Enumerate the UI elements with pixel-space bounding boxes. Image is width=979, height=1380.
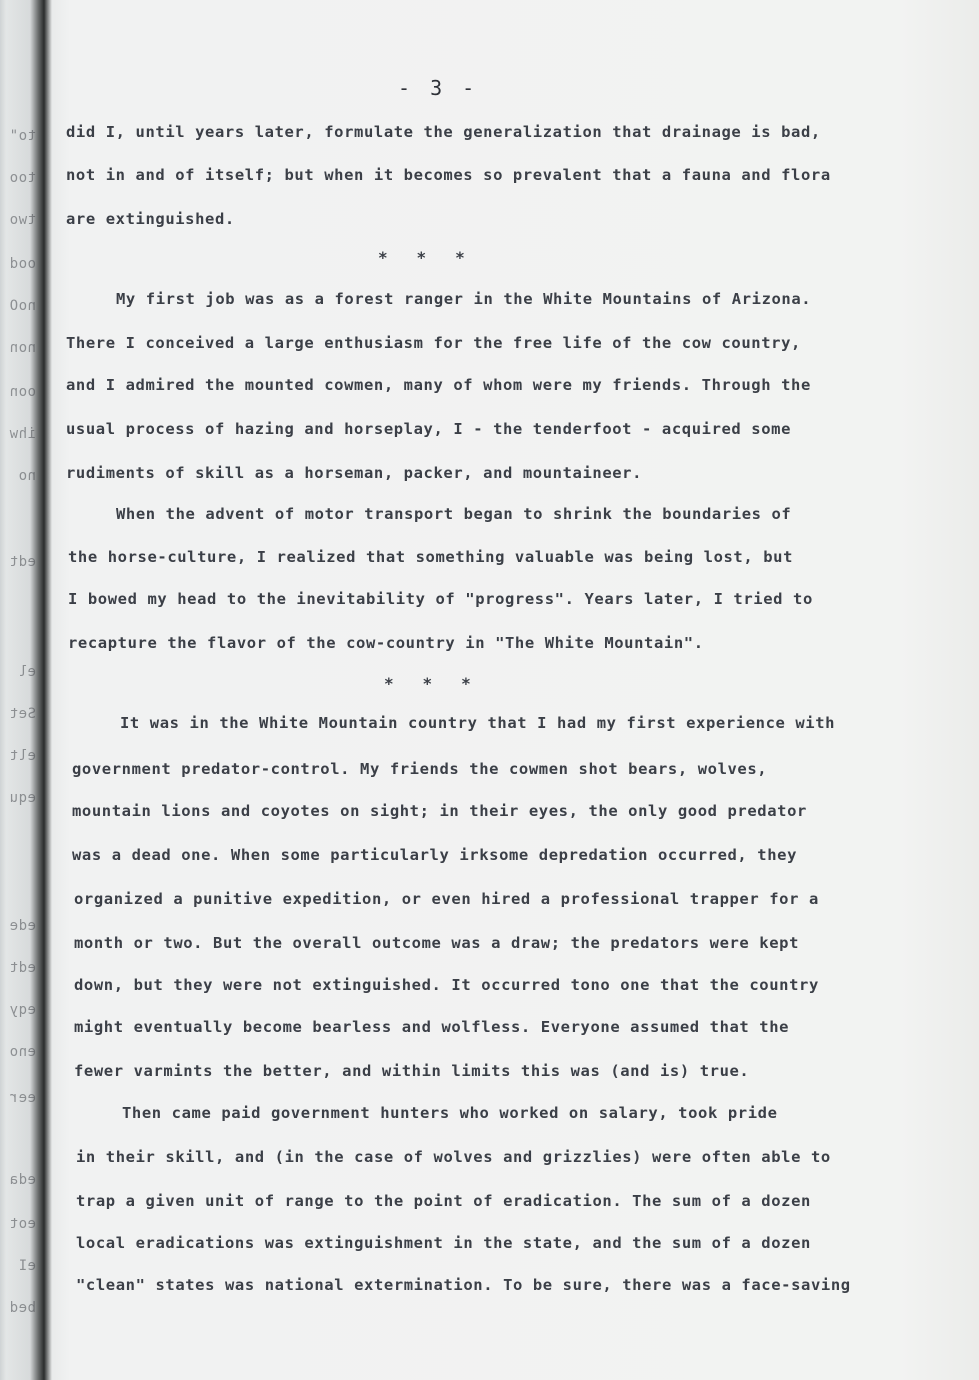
text-line: in their skill, and (in the case of wolves and grizzlies) were often able to <box>76 1148 831 1166</box>
margin-fragment: to" <box>9 128 36 144</box>
text-line: My first job was as a forest ranger in the White Mountains of Arizona. <box>116 290 812 308</box>
text-line: the horse-culture, I realized that something valuable was being lost, but <box>68 548 794 566</box>
margin-fragment: elt <box>9 748 36 764</box>
text-line: organized a punitive expedition, or even hired a professional trapper for a <box>74 890 819 908</box>
margin-fragment: non <box>9 340 36 356</box>
margin-fragment: ede <box>9 918 36 934</box>
margin-fragment: eno <box>9 1044 36 1060</box>
text-line: usual process of hazing and horseplay, I - the tenderfoot - acquired some <box>66 420 792 438</box>
margin-fragment: two <box>9 212 36 228</box>
margin-fragment: oon <box>9 384 36 400</box>
text-line: I bowed my head to the inevitability of "progress". Years later, I tried to <box>68 590 813 608</box>
margin-fragment: ihw <box>9 426 36 442</box>
text-line: and I admired the mounted cowmen, many of whom were my friends. Through the <box>66 376 811 394</box>
text-line: local eradications was extinguishment in the state, and the sum of a dozen <box>76 1234 811 1252</box>
text-line: are extinguished. <box>66 210 235 228</box>
margin-fragment: ood <box>9 256 36 272</box>
margin-fragment: el <box>18 664 36 680</box>
section-separator: * * * <box>384 674 471 693</box>
margin-fragment: edt <box>9 960 36 976</box>
margin-fragment: bed <box>9 1300 36 1316</box>
text-line: not in and of itself; but when it becomes so prevalent that a fauna and flora <box>66 166 831 184</box>
margin-fragment: equ <box>9 790 36 806</box>
text-line: rudiments of skill as a horseman, packer, and mountaineer. <box>66 464 643 482</box>
page-number: - 3 - <box>398 76 479 100</box>
text-line: mountain lions and coyotes on sight; in their eyes, the only good predator <box>72 802 807 820</box>
margin-fragment: Set <box>9 706 36 722</box>
text-line: down, but they were not extinguished. It occurred tono one that the country <box>74 976 819 994</box>
text-line: Then came paid government hunters who worked on salary, took pride <box>122 1104 778 1122</box>
text-line: might eventually become bearless and wolfless. Everyone assumed that the <box>74 1018 790 1036</box>
text-line: fewer varmints the better, and within limits this was (and is) true. <box>74 1062 750 1080</box>
margin-fragment: too <box>9 170 36 186</box>
text-line: There I conceived a large enthusiasm for the free life of the cow country, <box>66 334 801 352</box>
text-line: was a dead one. When some particularly irksome depredation occurred, they <box>72 846 798 864</box>
text-line: "clean" states was national extermination. To be sure, there was a face-saving <box>76 1276 851 1294</box>
margin-fragment: eI <box>18 1258 36 1274</box>
margin-fragment: edt <box>9 554 36 570</box>
text-line: did I, until years later, formulate the generalization that drainage is bad, <box>66 123 821 141</box>
text-line: trap a given unit of range to the point of eradication. The sum of a dozen <box>76 1192 811 1210</box>
text-line: recapture the flavor of the cow-country in "The White Mountain". <box>68 634 704 652</box>
facing-page-margin <box>0 0 38 1380</box>
margin-fragment: no <box>18 468 36 484</box>
typescript-page <box>58 0 958 1380</box>
margin-fragment: noO <box>9 298 36 314</box>
text-line: It was in the White Mountain country that I had my first experience with <box>120 714 836 732</box>
margin-fragment: eer <box>9 1090 36 1106</box>
text-line: month or two. But the overall outcome was a draw; the predators were kept <box>74 934 800 952</box>
margin-fragment: eot <box>9 1216 36 1232</box>
margin-fragment: eda <box>9 1172 36 1188</box>
text-line: government predator-control. My friends the cowmen shot bears, wolves, <box>72 760 768 778</box>
margin-fragment: eqy <box>9 1002 36 1018</box>
section-separator: * * * <box>378 248 465 267</box>
text-line: When the advent of motor transport began to shrink the boundaries of <box>116 505 792 523</box>
